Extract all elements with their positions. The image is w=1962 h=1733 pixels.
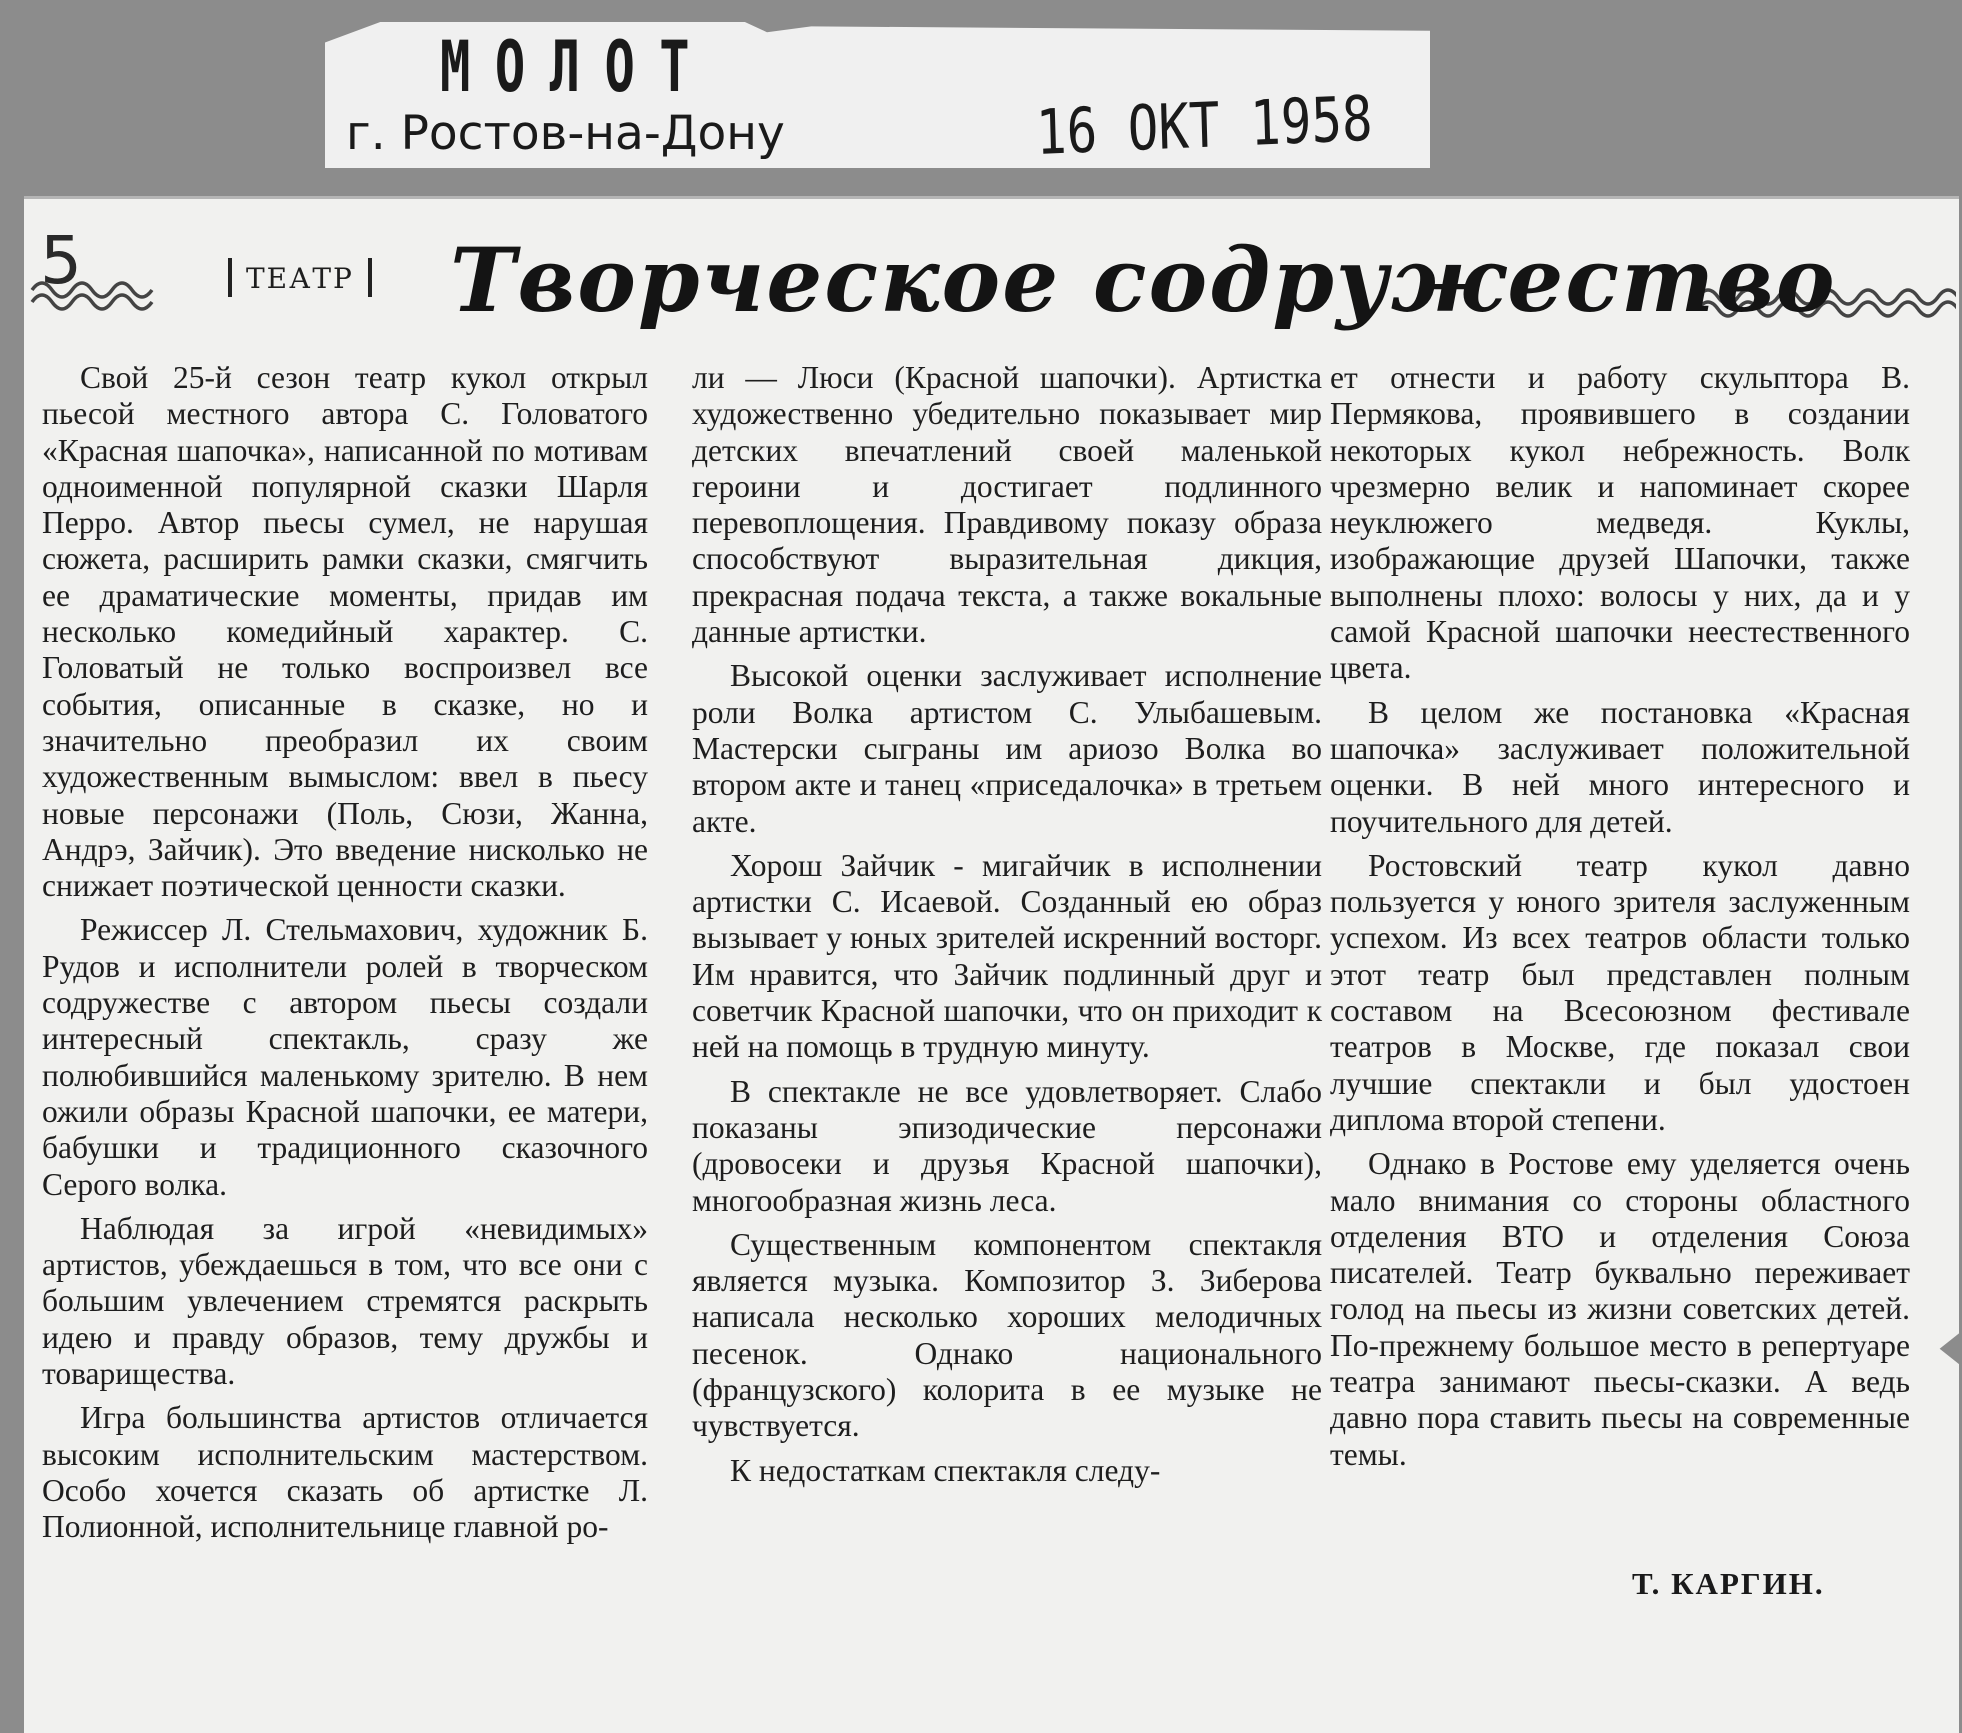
paragraph: К недостаткам спектакля следу- xyxy=(730,1452,1161,1488)
paragraph: В целом же постановка «Красная шапочка» заслуживает положительной оценки. В ней много интересного и поучительного для детей. xyxy=(1330,694,1910,839)
author-signature: Т. КАРГИН. xyxy=(1632,1566,1825,1601)
paragraph: ет отнести и работу скульптора В. Пермякова, проявившего в создании некоторых кукол небрежность. Волк чрезмерно велик и напоминает скорее неуклюжего медведя. Куклы, изображающие друзей Шапочки, также выполнены плохо: волосы у них, да и у самой Красной шапочки неестественного цвета. xyxy=(1330,360,1910,686)
wavy-rule-left-icon xyxy=(30,268,155,318)
paragraph: В спектакле не все удовлетворяет. Слабо показаны эпизодические персонажи (дровосеки и друзья Красной шапочки), многообразная жизнь леса. xyxy=(692,1073,1322,1218)
paragraph: Хорош Зайчик - мигайчик в исполнении артистки С. Исаевой. Созданный ею образ вызывает у юных зрителей искренний восторг. Им нравится, что Зайчик подлинный друг и советчик Красной шапочки, что он приходит к ней на помощь в трудную минуту. xyxy=(692,847,1322,1065)
paragraph: Высокой оценки заслуживает исполнение роли Волка артистом С. Улыбашевым. Мастерски сыграны им ариозо Волка во втором акте и танец «приседалочка» в третьем акте. xyxy=(692,658,1322,839)
paragraph: Игра большинства артистов отличается высоким исполнительским мастерством. Особо хочется сказать об артистке Л. Полионной, исполнительнице главной ро- xyxy=(42,1400,648,1545)
paragraph: Свой 25-й сезон театр кукол открыл пьесой местного автора С. Головатого «Красная шапочка», написанной по мотивам одноименной популярной сказки Шарля Перро. Автор пьесы сумел, не нарушая сюжета, расширить рамки сказки, смягчить ее драматические моменты, придав им несколько комедийный характер. С. Головатый не только воспроизвел все события, описанные в сказке, но и значительно преобразил их своим художественным вымыслом: ввел в пьесу новые персонажи (Поль, Сюзи, Жанна, Андрэ, Зайчик). Это введение нисколько не снижает поэтической ценности сказки. xyxy=(42,360,648,904)
article-column-1 xyxy=(42,360,648,1554)
article-headline: Творческое содружество xyxy=(450,228,1837,332)
article-column-3 xyxy=(1330,360,1910,1481)
clipping-date: 16 ОКТ 1958 xyxy=(1035,81,1374,169)
rubric-label: ТЕАТР xyxy=(228,258,372,297)
paragraph: Наблюдая за игрой «невидимых» артистов, убеждаешься в том, что все они с большим увлечением стремятся раскрыть идею и правду образов, тему дружбы и товарищества. xyxy=(42,1210,648,1392)
paragraph: Однако в Ростове ему уделяется очень мало внимания со стороны областного отделения ВТО и отделения Союза писателей. Театр буквально переживает голод на пьесы из жизни советских детей. По-прежнему большое место в репертуаре театра занимают пьесы-сказки. А ведь давно пора ставить пьесы на современные темы. xyxy=(1330,1146,1910,1472)
article-column-2 xyxy=(692,360,1322,1497)
paragraph: Режиссер Л. Стельмахович, художник Б. Рудов и исполнители ролей в творческом содружестве с автором пьесы создали интересный спектакль, сразу же полюбившийся маленькому зрителю. В нем ожили образы Красной шапочки, ее матери, бабушки и традиционного сказочного Серого волка. xyxy=(42,912,648,1202)
paragraph: ли — Люси (Красной шапочки). Артистка художественно убедительно показывает мир детских впечатлений своей маленькой героини и достигает подлинного перевоплощения. Правдивому показу образа способствуют выразительная дикция, прекрасная подача текста, а также вокальные данные артистки. xyxy=(692,360,1322,650)
newspaper-city: г. Ростов-на-Дону xyxy=(346,106,785,161)
paragraph: Существенным компонентом спектакля является музыка. Композитор З. Зиберова написала несколько хороших мелодичных песенок. Однако национального (французского) колорита в ее музыке не чувствуется. xyxy=(692,1226,1322,1444)
paragraph: Ростовский театр кукол давно пользуется у юного зрителя заслуженным успехом. Из всех театров области только этот театр был представлен полным составом на Всесоюзном фестивале театров в Москве, где показал свои лучшие спектакли и был удостоен диплома второй степени. xyxy=(1330,847,1910,1137)
newspaper-name: МОЛОТ xyxy=(440,26,715,108)
page-mark: 5 xyxy=(40,222,82,299)
